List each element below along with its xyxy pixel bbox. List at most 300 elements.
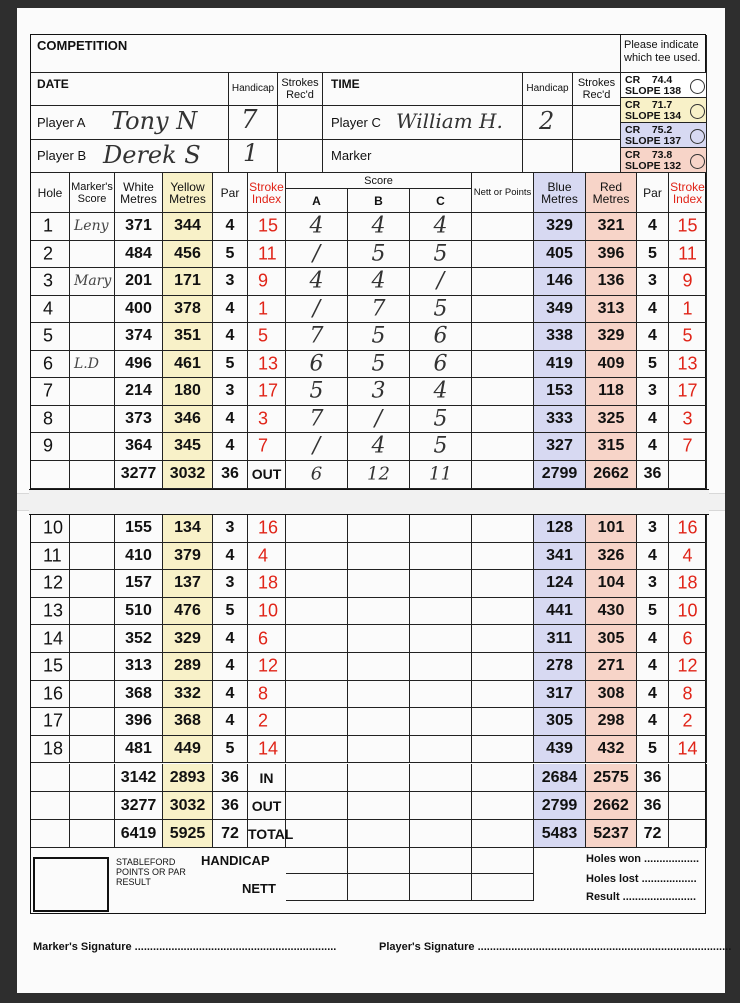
hole-1-par <box>213 213 248 241</box>
hole-1-number-text: 1 <box>43 215 54 236</box>
hole-11-red-text: 326 <box>597 546 625 564</box>
hole-17-yellow <box>163 708 213 736</box>
hole-14-red <box>586 625 637 653</box>
front-out-hole <box>31 461 70 490</box>
hole-9-yellow <box>163 433 213 461</box>
hole-11-white <box>115 543 163 571</box>
hole-7-stroke-index <box>248 378 286 406</box>
player-c-name: William H. <box>396 109 503 133</box>
hole-17-score-b <box>348 708 410 736</box>
hole-8-blue-text: 333 <box>546 409 573 427</box>
col-head-markers-score <box>70 173 115 213</box>
hole-5-score-a <box>286 323 348 351</box>
hole-17-number <box>31 708 70 736</box>
total-in-par-text: 36 <box>221 768 239 786</box>
hole-14-red-text: 305 <box>597 629 625 647</box>
tee-slope-2: SLOPE 134 <box>625 110 682 122</box>
hole-11-blue <box>534 543 586 571</box>
hole-12-stroke-index-text: 18 <box>258 572 279 593</box>
hole-17-marker-score <box>70 708 115 736</box>
hole-16-stroke-index-2-text: 8 <box>682 683 693 704</box>
hole-9-par-2-text: 4 <box>648 437 657 455</box>
hole-16-yellow <box>163 681 213 709</box>
hole-2-score-c-text: 5 <box>433 241 448 267</box>
col-head-stroke-index-2-text: Stroke Index <box>670 179 705 206</box>
hole-18-blue <box>534 736 586 764</box>
hole-5-par-2 <box>637 323 669 351</box>
total-total-white <box>115 820 163 848</box>
hole-2-stroke-index-2 <box>669 241 707 269</box>
hole-1-marker-score <box>70 213 115 241</box>
hole-8-par-text: 4 <box>225 409 235 427</box>
hole-2-stroke-index <box>248 241 286 269</box>
hole-1-blue-text: 329 <box>546 217 573 235</box>
hole-9-number <box>31 433 70 461</box>
total-in-blue-text: 2684 <box>541 768 578 786</box>
hole-18-stroke-index <box>248 736 286 764</box>
hole-16-stroke-index-text: 8 <box>258 683 269 704</box>
total-in-yellow-text: 2893 <box>169 768 206 786</box>
total-total-par-2 <box>637 820 669 848</box>
hole-12-stroke-index-2-text: 18 <box>677 572 698 593</box>
hole-14-stroke-index <box>248 625 286 653</box>
hole-8-blue <box>534 406 586 434</box>
hole-3-yellow-text: 171 <box>174 272 201 290</box>
hole-9-par <box>213 433 248 461</box>
total-in-yellow <box>163 764 213 792</box>
hole-3-red-text: 136 <box>597 272 625 290</box>
total-total-label <box>248 820 294 848</box>
handicap-head-1-text: Handicap <box>231 83 275 94</box>
total-out-par-2 <box>637 792 669 820</box>
col-head-c <box>410 189 472 213</box>
hole-9-score-a <box>286 433 348 461</box>
tee-select-circle-3[interactable] <box>690 129 705 144</box>
hole-13-number-text: 13 <box>43 600 64 621</box>
total-in-label-text: IN <box>259 769 274 786</box>
total-out-yellow-text: 3032 <box>169 796 206 814</box>
hole-9-stroke-index-text: 7 <box>258 435 269 456</box>
hole-6-par-text: 5 <box>225 354 235 372</box>
hole-11-stroke-index-2-text: 4 <box>682 545 693 566</box>
hole-7-par-text: 3 <box>225 382 235 400</box>
hole-16-par <box>213 681 248 709</box>
hole-13-par-text: 5 <box>225 602 235 620</box>
markers-signature: Marker's Signature .................................................................. <box>33 941 337 953</box>
hole-10-stroke-index <box>248 515 286 543</box>
total-total-yellow-text: 5925 <box>169 824 206 842</box>
hole-14-blue-text: 311 <box>546 629 573 647</box>
total-out-si-2 <box>669 792 707 820</box>
front-out-score-b-text: 12 <box>367 463 390 485</box>
hole-13-blue-text: 441 <box>546 602 573 620</box>
hole-1-blue <box>534 213 586 241</box>
total-out-np <box>472 792 534 820</box>
total-in-hole <box>31 764 70 792</box>
tee-cr-3: CR 75.2 <box>625 124 673 136</box>
hole-18-stroke-index-2-text: 14 <box>677 738 698 759</box>
tee-select-circle-1[interactable] <box>690 79 705 94</box>
hole-16-stroke-index-2 <box>669 681 707 709</box>
hole-9-blue-text: 327 <box>546 437 573 455</box>
hole-3-stroke-index-2 <box>669 268 707 296</box>
hole-1-white <box>115 213 163 241</box>
hole-15-par <box>213 653 248 681</box>
hole-7-stroke-index-text: 17 <box>258 380 279 401</box>
hole-16-blue-text: 317 <box>546 684 573 702</box>
hole-4-number <box>31 296 70 324</box>
hole-4-number-text: 4 <box>43 298 54 319</box>
hole-2-red <box>586 241 637 269</box>
tee-select-circle-2[interactable] <box>690 104 705 119</box>
strokes-head-2 <box>573 73 621 106</box>
hole-4-par-2-text: 4 <box>648 299 657 317</box>
hole-1-red <box>586 213 637 241</box>
handicap-head-2 <box>523 73 573 106</box>
hole-18-stroke-index-2 <box>669 736 707 764</box>
hole-4-white <box>115 296 163 324</box>
player-b-hcp-value: 1 <box>243 139 259 167</box>
total-out-red <box>586 792 637 820</box>
hole-10-marker-score <box>70 515 115 543</box>
total-in-b <box>348 764 410 792</box>
hole-18-red <box>586 736 637 764</box>
hole-9-par-text: 4 <box>225 437 235 455</box>
hole-17-red <box>586 708 637 736</box>
hole-9-number-text: 9 <box>43 435 54 456</box>
front-out-white-text: 3277 <box>120 465 157 483</box>
hole-7-nett-points <box>472 378 534 406</box>
front-out-score-b <box>348 461 410 490</box>
hole-1-score-a <box>286 213 348 241</box>
col-head-stroke-index-2 <box>669 173 707 213</box>
col-head-yellow <box>163 173 213 213</box>
hole-10-red-text: 101 <box>597 519 625 537</box>
col-head-white-text: White Metres <box>120 179 157 206</box>
hole-5-white-text: 374 <box>125 327 152 345</box>
hole-9-blue <box>534 433 586 461</box>
hole-5-stroke-index-text: 5 <box>258 325 269 346</box>
hole-8-stroke-index-2-text: 3 <box>682 408 693 429</box>
hole-4-score-b <box>348 296 410 324</box>
hole-6-blue-text: 419 <box>546 354 573 372</box>
front-out-marker <box>70 461 115 490</box>
hole-4-stroke-index-2-text: 1 <box>682 298 693 319</box>
hole-6-score-b-text: 5 <box>371 351 386 377</box>
hole-3-white-text: 201 <box>125 272 152 290</box>
hole-16-score-a <box>286 681 348 709</box>
front-out-nett <box>472 461 534 490</box>
col-head-par-2 <box>637 173 669 213</box>
hole-16-nett-points <box>472 681 534 709</box>
hole-10-score-a <box>286 515 348 543</box>
hole-16-stroke-index <box>248 681 286 709</box>
front-out-red-text: 2662 <box>593 465 629 483</box>
hole-14-white <box>115 625 163 653</box>
hole-18-par <box>213 736 248 764</box>
hole-2-score-b <box>348 241 410 269</box>
hole-14-yellow-text: 329 <box>174 629 201 647</box>
hole-3-marker-score <box>70 268 115 296</box>
hole-3-stroke-index-2-text: 9 <box>682 270 693 291</box>
hole-16-par-2-text: 4 <box>648 684 657 702</box>
hole-12-par-text: 3 <box>225 574 235 592</box>
hole-14-par <box>213 625 248 653</box>
total-total-b <box>348 820 410 848</box>
col-head-red <box>586 173 637 213</box>
col-head-nett-points <box>472 173 534 213</box>
tee-select-circle-4[interactable] <box>690 154 705 169</box>
hole-12-red <box>586 570 637 598</box>
hole-4-par-2 <box>637 296 669 324</box>
result-box[interactable] <box>33 857 109 912</box>
hole-14-stroke-index-2-text: 6 <box>682 628 693 649</box>
hole-14-yellow <box>163 625 213 653</box>
hole-5-marker-score <box>70 323 115 351</box>
col-head-c-text: C <box>436 193 445 208</box>
hole-13-stroke-index-text: 10 <box>258 600 279 621</box>
holes-lost: Holes lost .................. <box>586 873 697 885</box>
hole-14-score-c <box>410 625 472 653</box>
hole-15-par-text: 4 <box>225 657 235 675</box>
total-total-marker <box>70 820 115 848</box>
holes-won: Holes won .................. <box>586 853 700 865</box>
hole-15-number-text: 15 <box>43 655 64 676</box>
hole-5-score-c <box>410 323 472 351</box>
hole-2-score-a <box>286 241 348 269</box>
hole-3-score-a <box>286 268 348 296</box>
hole-9-stroke-index <box>248 433 286 461</box>
total-total-yellow <box>163 820 213 848</box>
total-in-white <box>115 764 163 792</box>
total-out-white-text: 3277 <box>120 796 157 814</box>
front-out-par-2-text: 36 <box>643 465 662 483</box>
hole-14-number <box>31 625 70 653</box>
front-out-red <box>586 461 637 490</box>
handicap-head-2-text: Handicap <box>526 83 569 94</box>
hole-1-par-2 <box>637 213 669 241</box>
hole-8-stroke-index <box>248 406 286 434</box>
hole-10-white <box>115 515 163 543</box>
hole-15-blue-text: 278 <box>546 657 573 675</box>
hole-14-par-text: 4 <box>225 629 235 647</box>
col-head-par-text: Par <box>220 185 240 200</box>
hole-17-par <box>213 708 248 736</box>
hole-13-par-2 <box>637 598 669 626</box>
hole-1-marker-score-text: Leny <box>74 218 109 235</box>
hole-1-white-text: 371 <box>125 217 152 235</box>
hole-7-number <box>31 378 70 406</box>
result-line: Result ........................ <box>586 891 697 903</box>
hole-2-red-text: 396 <box>597 244 625 262</box>
front-out-si-2 <box>669 461 707 490</box>
hole-11-stroke-index-text: 4 <box>258 545 269 566</box>
hole-17-stroke-index-2 <box>669 708 707 736</box>
hole-3-score-c <box>410 268 472 296</box>
hole-8-nett-points <box>472 406 534 434</box>
scorecard-grid <box>30 34 732 953</box>
hole-3-par <box>213 268 248 296</box>
hole-16-score-c <box>410 681 472 709</box>
tee-cr-4: CR 73.8 <box>625 149 673 161</box>
hole-12-score-a <box>286 570 348 598</box>
hole-6-stroke-index-text: 13 <box>258 353 279 374</box>
hole-7-par <box>213 378 248 406</box>
hole-4-red <box>586 296 637 324</box>
hole-9-red-text: 315 <box>597 437 625 455</box>
hole-15-red-text: 271 <box>597 657 625 675</box>
hole-18-par-2 <box>637 736 669 764</box>
hole-3-blue <box>534 268 586 296</box>
hole-2-score-c <box>410 241 472 269</box>
hole-1-stroke-index-text: 15 <box>258 215 279 236</box>
total-total-par-2-text: 72 <box>643 824 662 842</box>
hole-7-blue-text: 153 <box>546 382 573 400</box>
front-out-score-c <box>410 461 472 490</box>
hole-13-score-b <box>348 598 410 626</box>
hole-11-stroke-index-2 <box>669 543 707 571</box>
col-head-score-text: Score <box>364 174 393 187</box>
competition-label: COMPETITION <box>37 38 128 53</box>
hole-10-number <box>31 515 70 543</box>
hole-12-stroke-index <box>248 570 286 598</box>
hole-11-yellow <box>163 543 213 571</box>
hole-1-score-b <box>348 213 410 241</box>
total-total-red-text: 5237 <box>593 824 629 842</box>
hole-16-score-b <box>348 681 410 709</box>
col-head-yellow-text: Yellow Metres <box>169 179 206 206</box>
front-out-par-text: 36 <box>221 465 239 483</box>
front-out-par-2 <box>637 461 669 490</box>
hole-9-stroke-index-2 <box>669 433 707 461</box>
col-head-par-2-text: Par <box>643 185 662 200</box>
hole-11-blue-text: 341 <box>546 546 573 564</box>
hole-17-par-2 <box>637 708 669 736</box>
total-out-blue <box>534 792 586 820</box>
hole-2-blue-text: 405 <box>546 244 573 262</box>
hole-10-red <box>586 515 637 543</box>
hole-8-number-text: 8 <box>43 408 54 429</box>
hole-2-white <box>115 241 163 269</box>
front-out-score-c-text: 11 <box>429 463 452 485</box>
hole-12-score-c <box>410 570 472 598</box>
col-head-stroke-index-text: Stroke Index <box>249 179 284 206</box>
hole-1-stroke-index-2-text: 15 <box>677 215 698 236</box>
hole-7-white <box>115 378 163 406</box>
hole-18-blue-text: 439 <box>546 740 573 758</box>
hole-1-par-2-text: 4 <box>648 217 657 235</box>
total-in-marker <box>70 764 115 792</box>
hole-6-yellow <box>163 351 213 379</box>
col-head-red-text: Red Metres <box>592 179 630 206</box>
hole-1-yellow <box>163 213 213 241</box>
player-c-label: Player C <box>331 115 381 130</box>
hole-4-score-b-text: 7 <box>371 296 386 322</box>
hole-9-red <box>586 433 637 461</box>
hole-8-red <box>586 406 637 434</box>
front-out-par <box>213 461 248 490</box>
hole-5-yellow-text: 351 <box>174 327 201 345</box>
total-out-a <box>286 792 348 820</box>
hole-17-score-a <box>286 708 348 736</box>
hole-1-nett-points <box>472 213 534 241</box>
hole-17-red-text: 298 <box>597 712 625 730</box>
hole-5-blue <box>534 323 586 351</box>
hole-18-white-text: 481 <box>125 740 152 758</box>
tee-cr-2: CR 71.7 <box>625 99 673 111</box>
front-out-blue-text: 2799 <box>541 465 578 483</box>
hole-16-par-text: 4 <box>225 684 235 702</box>
hole-5-stroke-index <box>248 323 286 351</box>
hole-13-score-c <box>410 598 472 626</box>
hole-8-score-a-text: 7 <box>309 406 324 432</box>
total-total-red <box>586 820 637 848</box>
hole-4-blue-text: 349 <box>546 299 573 317</box>
hole-3-par-text: 3 <box>225 272 235 290</box>
hole-18-red-text: 432 <box>597 740 625 758</box>
hole-15-stroke-index-2 <box>669 653 707 681</box>
hole-9-score-b-text: 4 <box>371 433 386 459</box>
hole-15-stroke-index-2-text: 12 <box>677 655 698 676</box>
hole-8-yellow-text: 346 <box>174 409 201 427</box>
handicap-head-1 <box>229 73 278 106</box>
hole-12-yellow <box>163 570 213 598</box>
total-in-blue <box>534 764 586 792</box>
player-a-hcp-value: 7 <box>241 105 258 135</box>
hole-12-blue-text: 124 <box>546 574 573 592</box>
hole-2-par-2-text: 5 <box>648 244 657 262</box>
hole-14-blue <box>534 625 586 653</box>
total-total-hole <box>31 820 70 848</box>
hole-6-score-c-text: 6 <box>433 351 448 377</box>
hole-1-stroke-index <box>248 213 286 241</box>
hole-17-yellow-text: 368 <box>174 712 201 730</box>
col-head-nett-points-text: Nett or Points <box>473 186 532 198</box>
hole-5-par-text: 4 <box>225 327 235 345</box>
col-head-a <box>286 189 348 213</box>
hole-18-score-b <box>348 736 410 764</box>
hole-1-score-b-text: 4 <box>371 213 386 239</box>
hole-3-score-a-text: 4 <box>309 268 324 294</box>
hole-11-number-text: 11 <box>43 545 62 566</box>
hole-18-number-text: 18 <box>43 738 64 759</box>
hole-2-par-text: 5 <box>225 244 235 262</box>
footer-handicap-a <box>286 848 348 874</box>
hole-3-par-2 <box>637 268 669 296</box>
hole-2-yellow <box>163 241 213 269</box>
hole-6-score-c <box>410 351 472 379</box>
strokes-head-1-text: Strokes Rec'd <box>281 77 319 101</box>
hole-5-score-b-text: 5 <box>371 323 386 349</box>
total-total-white-text: 6419 <box>120 824 157 842</box>
footer-handicap-np <box>472 848 534 874</box>
hole-6-stroke-index <box>248 351 286 379</box>
hole-5-score-b <box>348 323 410 351</box>
hole-10-blue <box>534 515 586 543</box>
hole-4-score-c-text: 5 <box>433 296 448 322</box>
total-total-np <box>472 820 534 848</box>
total-out-marker <box>70 792 115 820</box>
hole-15-marker-score <box>70 653 115 681</box>
hole-10-stroke-index-text: 16 <box>258 517 279 538</box>
hole-10-yellow-text: 134 <box>174 519 201 537</box>
hole-13-red-text: 430 <box>597 602 625 620</box>
hole-14-white-text: 352 <box>125 629 152 647</box>
date-label: DATE <box>37 77 69 91</box>
hole-2-white-text: 484 <box>125 244 152 262</box>
col-head-a-text: A <box>312 193 321 208</box>
hole-1-stroke-index-2 <box>669 213 707 241</box>
